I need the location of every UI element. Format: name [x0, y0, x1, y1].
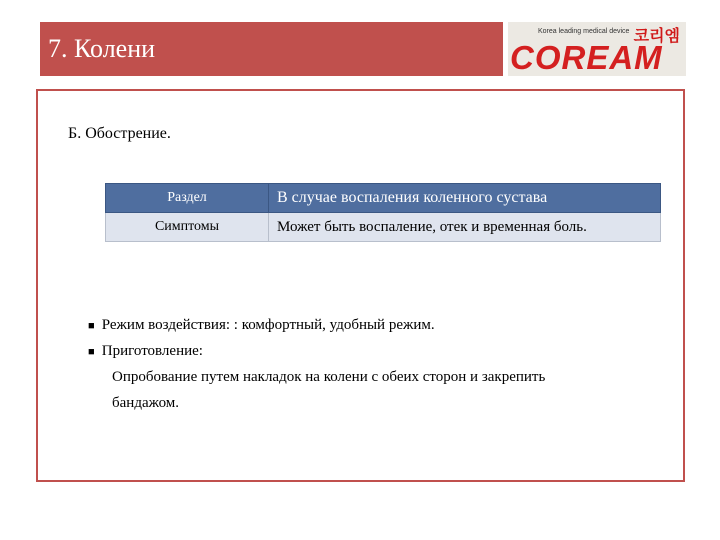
- logo-korean-text: 코리엠: [633, 26, 680, 45]
- logo-brand-text: COREAM: [510, 39, 663, 76]
- section-subtitle: Б. Обострение.: [68, 125, 171, 142]
- bullet-square-icon: ■: [88, 346, 95, 358]
- list-item: [88, 338, 545, 364]
- table-header-row: [106, 184, 661, 213]
- logo-tagline: Korea leading medical device: [538, 28, 630, 35]
- preparation-text-line: бандажом.: [112, 395, 180, 411]
- table-row: [106, 213, 661, 242]
- table-cell: Симптомы: [106, 213, 269, 242]
- bullet-square-icon: ■: [88, 320, 95, 332]
- title-bar: [37, 22, 503, 76]
- preparation-label: Приготовление:: [101, 343, 203, 359]
- table-header-cell: В случае воспаления коленного сустава: [269, 184, 661, 213]
- content-frame: [36, 89, 685, 482]
- table-header-cell: Раздел: [106, 184, 269, 213]
- preparation-text-line: Опробование путем накладок на колени с обеих сторон и закрепить: [112, 369, 546, 385]
- slide-title: 7. Колени: [48, 34, 156, 63]
- list-item: [88, 312, 545, 338]
- mode-text: Режим воздействия: : комфортный, удобный режим.: [101, 317, 435, 333]
- coream-logo: [508, 22, 686, 76]
- bullet-list: [88, 312, 545, 416]
- info-table: [105, 183, 661, 242]
- table-cell: Может быть воспаление, отек и временная боль.: [269, 213, 661, 242]
